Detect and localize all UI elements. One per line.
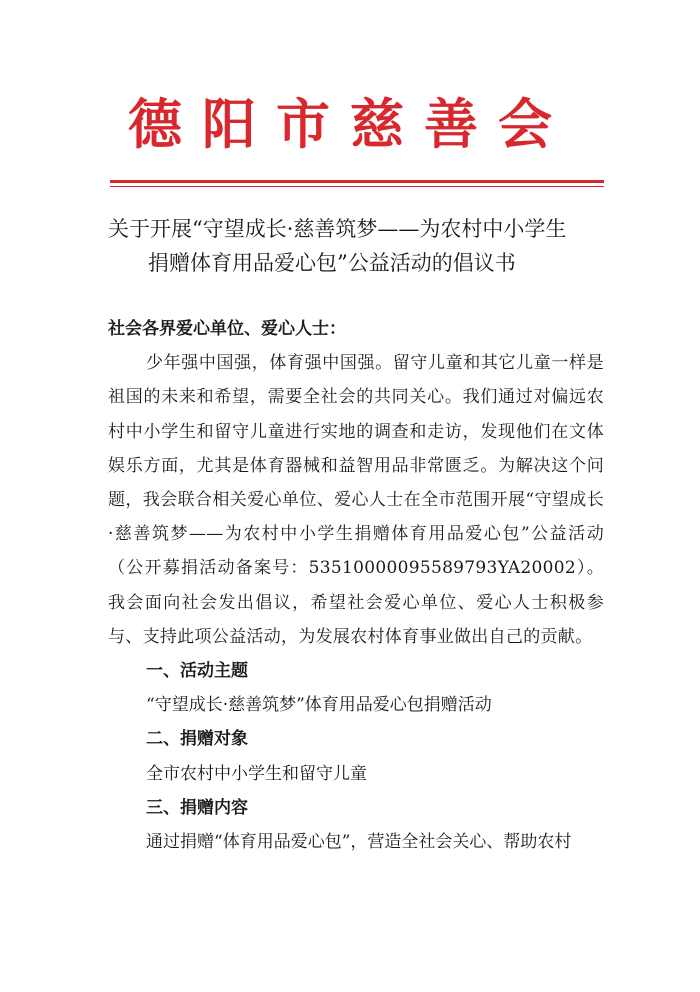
section-heading-donation-content: 三、捐赠内容: [146, 797, 248, 818]
organization-letterhead: 德阳市慈善会: [128, 92, 572, 156]
section-content-donation: 通过捐赠“体育用品爱心包”，营造全社会关心、帮助农村: [146, 832, 572, 853]
letterhead-divider-thin: [110, 186, 604, 187]
intro-paragraph: 少年强中国强，体育强中国强。留守儿童和其它儿童一样是祖国的未来和希望，需要全社会的共同关心。我们通过对偏远农村中小学生和留守儿童进行实地的调查和走访，发现他们在文体娱乐方面，尤其是体育器械和益智用品非常匮乏。为解决这个问题，我会联合相关爱心单位、爱心人士在全市范围开展“守望成长·慈善筑梦——为农村中小学生捐赠体育用品爱心包”公益活动（公开募捐活动备案号：53510000095589793YA20002）。我会面向社会发出倡议，希望社会爱心单位、爱心人士积极参与、支持此项公益活动，为发展农村体育事业做出自己的贡献。: [108, 353, 604, 647]
document-body: [108, 312, 604, 859]
salutation: 社会各界爱心单位、爱心人士：: [108, 319, 346, 339]
document-title-line-1: 关于开展“守望成长·慈善筑梦——为农村中小学生: [108, 217, 567, 241]
document-title: [108, 212, 608, 280]
section-heading-recipients: 二、捐赠对象: [146, 729, 248, 750]
section-content-theme: “守望成长·慈善筑梦”体育用品爱心包捐赠活动: [146, 695, 492, 716]
letterhead-divider-thick: [110, 180, 604, 183]
section-heading-theme: 一、活动主题: [146, 661, 248, 682]
section-content-recipients: 全市农村中小学生和留守儿童: [146, 763, 367, 784]
document-title-line-2: 捐赠体育用品爱心包”公益活动的倡议书: [148, 251, 516, 275]
